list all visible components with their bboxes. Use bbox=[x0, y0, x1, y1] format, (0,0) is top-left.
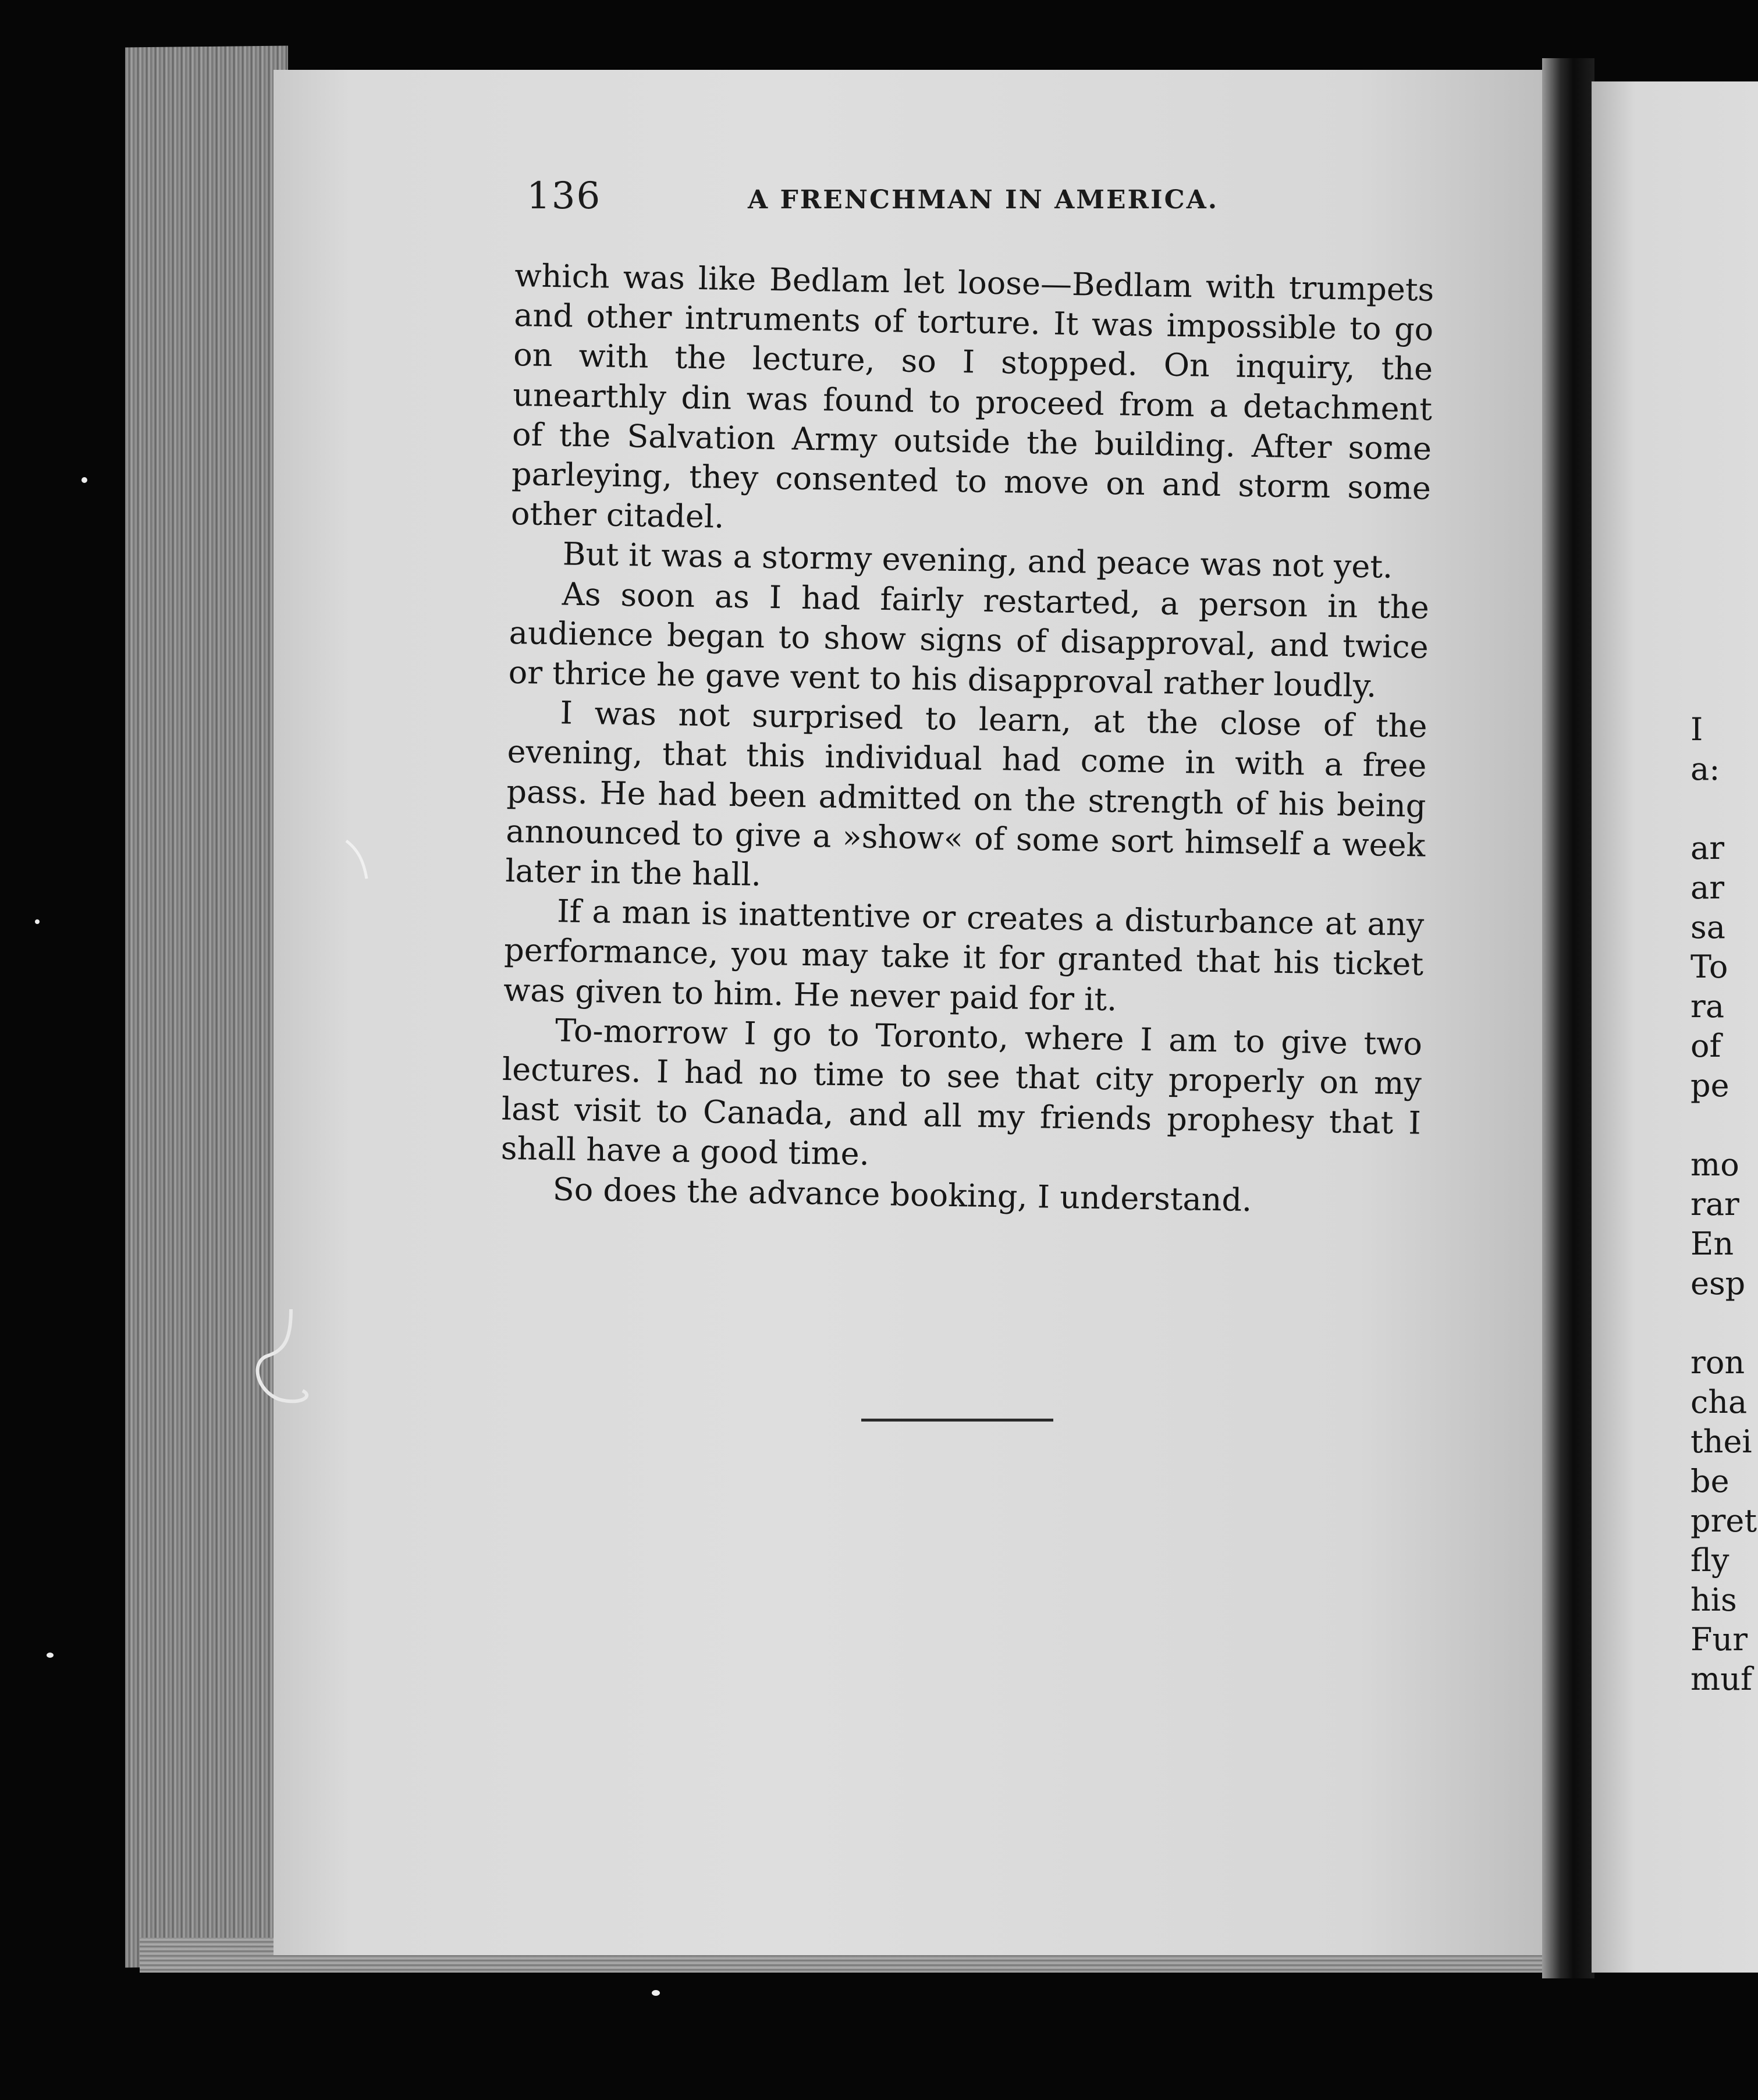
next-page-fragment: sa bbox=[1690, 909, 1725, 946]
next-page-fragment: pe bbox=[1690, 1067, 1729, 1104]
next-page-fragment: a: bbox=[1690, 751, 1720, 787]
paragraph: But it was a stormy evening, and peace was not yet. bbox=[562, 535, 1393, 586]
next-page-fragment: ron bbox=[1690, 1344, 1745, 1381]
page-number: 136 bbox=[527, 175, 602, 218]
next-page-fragment: ar bbox=[1690, 869, 1725, 906]
next-page-fragment: To bbox=[1690, 948, 1728, 985]
next-page-fragment: be bbox=[1690, 1463, 1729, 1500]
scan-speck bbox=[35, 919, 40, 924]
scan-speck bbox=[652, 1990, 660, 1996]
next-page-fragment: mo bbox=[1690, 1146, 1739, 1183]
page-edges bbox=[125, 46, 288, 1968]
next-page-text-fragments bbox=[1690, 710, 1758, 1699]
paragraph: As soon as I had fairly restarted, a person in the audience began to show signs of disapproval, and twice or thrice he gave vent to his disapproval rather loudly. bbox=[508, 575, 1430, 705]
next-page-fragment: Fur bbox=[1690, 1621, 1748, 1658]
paragraph: To-morrow I go to Toronto, where I am to give two lectures. I had no time to see that city properly on my last visit to Canada, and all my friends prophesy that I shall have a good time. bbox=[500, 1012, 1423, 1173]
next-page-fragment: pret bbox=[1690, 1502, 1757, 1539]
next-page-fragment: muf bbox=[1690, 1661, 1752, 1697]
next-page-fragment: I bbox=[1690, 711, 1703, 748]
paragraph: which was like Bedlam let loose—Bedlam with trumpets and other intruments of torture. It was impossible to go on with the lecture, so I stopped. On inquiry, the unearthly din was found to proceed from a detachment of the Salvation Army outside the building. After some parleying, they consented to move on and storm some other citadel. bbox=[510, 257, 1434, 535]
next-page-fragment: En bbox=[1690, 1225, 1734, 1262]
body-text bbox=[500, 256, 1434, 1223]
next-page-fragment: cha bbox=[1690, 1384, 1748, 1420]
next-page-fragment: rar bbox=[1690, 1186, 1739, 1223]
next-page-fragment: thei bbox=[1690, 1423, 1752, 1460]
next-page-fragment: his bbox=[1690, 1582, 1737, 1618]
next-page-fragment: of bbox=[1690, 1028, 1721, 1064]
paragraph: So does the advance booking, I understand. bbox=[552, 1170, 1252, 1218]
next-page-fragment bbox=[1690, 789, 1758, 829]
next-page-fragment: fly bbox=[1690, 1542, 1729, 1579]
next-page-fragment: ar bbox=[1690, 830, 1725, 866]
scratch-mark bbox=[343, 838, 378, 884]
running-head-title: A FRENCHMAN IN AMERICA. bbox=[748, 185, 1219, 215]
next-page-fragment: esp bbox=[1690, 1265, 1746, 1302]
paragraph: I was not surprised to learn, at the close of the evening, that this individual had come in with a free pass. He had been admitted on the strength of his being announced to give a »show« of some sort himself a week later in the hall. bbox=[505, 694, 1427, 893]
scratch-mark bbox=[244, 1303, 320, 1420]
next-page-fragment: ra bbox=[1690, 988, 1725, 1025]
paragraph: If a man is inattentive or creates a disturbance at any performance, you may take it for granted that his ticket was given to him. He never paid for it. bbox=[503, 893, 1425, 1018]
chapter-end-rule bbox=[861, 1419, 1053, 1422]
book-gutter bbox=[1542, 58, 1594, 1978]
scan-speck bbox=[81, 477, 87, 483]
next-page-fragment bbox=[1690, 1106, 1758, 1145]
next-page-fragment bbox=[1690, 1303, 1758, 1343]
scan-speck bbox=[47, 1653, 54, 1658]
